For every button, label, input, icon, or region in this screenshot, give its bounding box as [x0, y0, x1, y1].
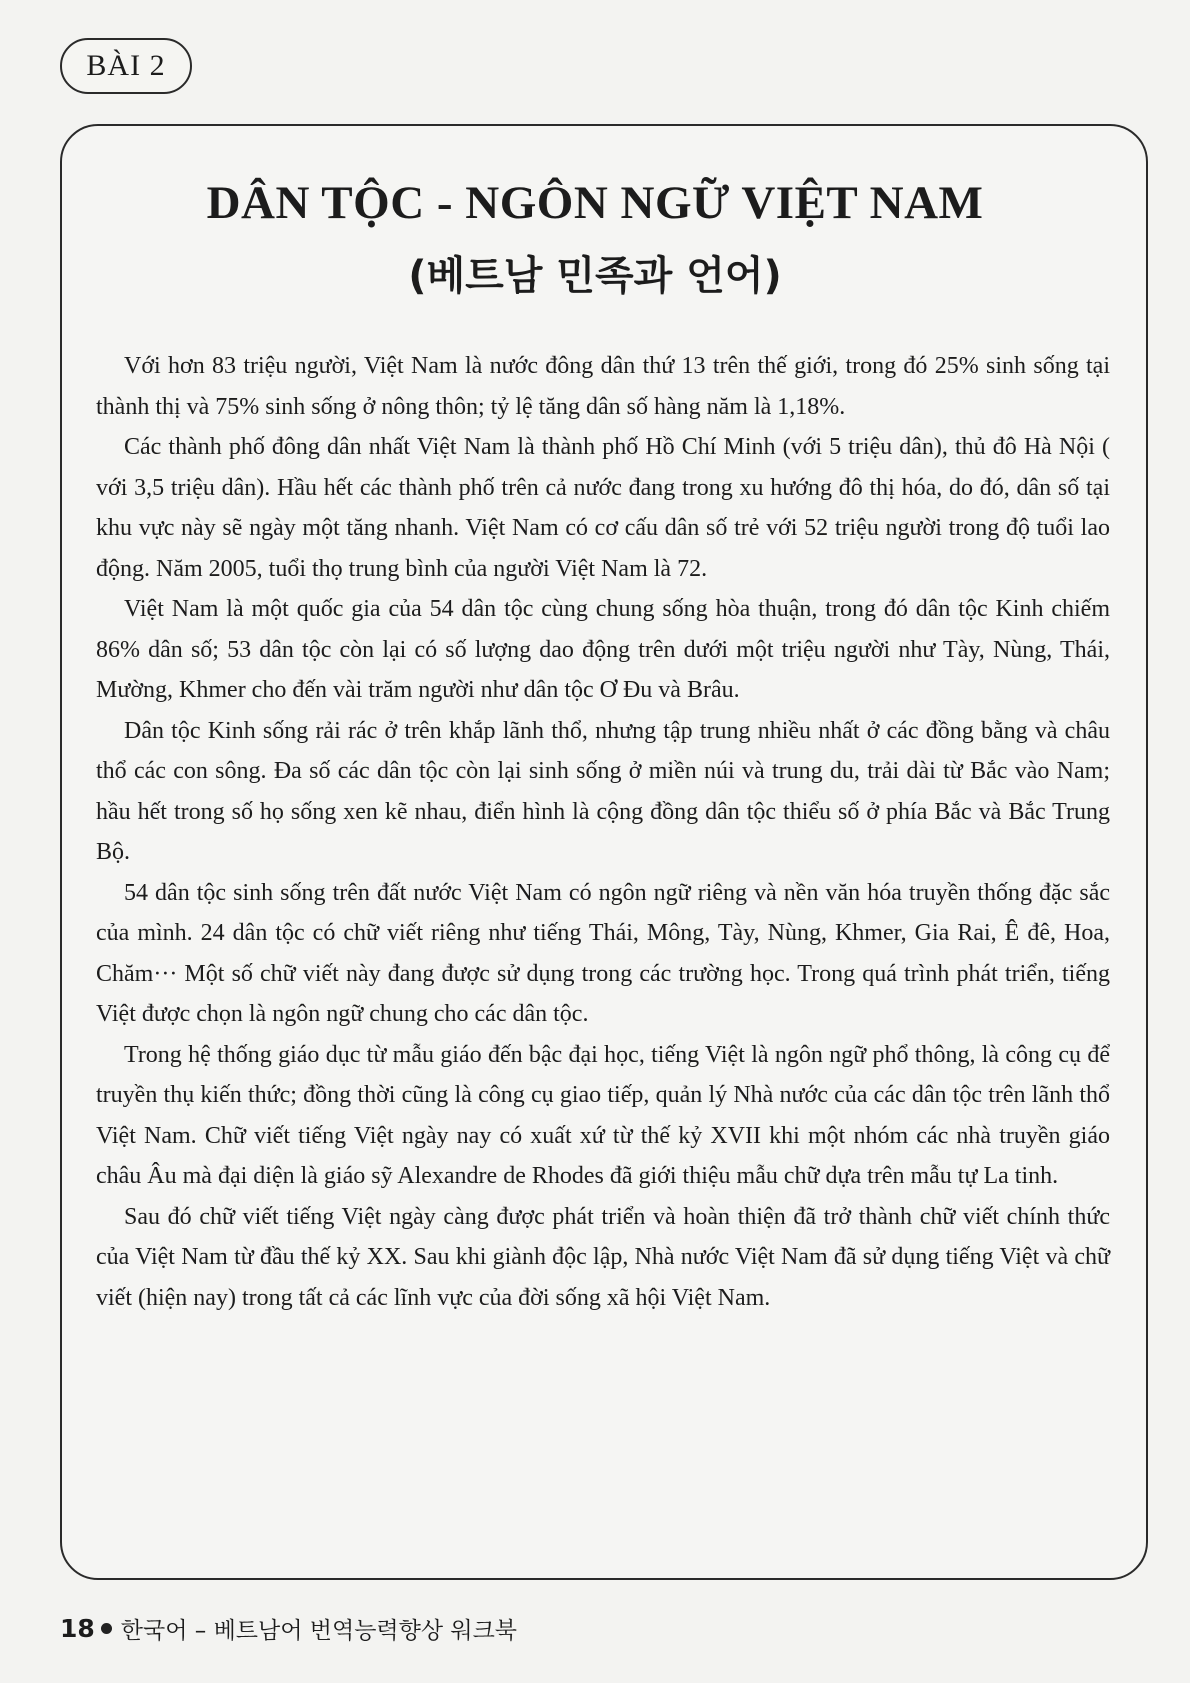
body-text [96, 346, 1110, 1318]
page-subtitle: (베트남 민족과 언어) [408, 253, 782, 299]
bullet-icon [101, 1623, 112, 1634]
page-number: 18 [60, 1614, 95, 1643]
paragraph: Với hơn 83 triệu người, Việt Nam là nước đông dân thứ 13 trên thế giới, trong đó 25% sinh sống tại thành thị và 75% sinh sống ở nông thôn; tỷ lệ tăng dân số hàng năm là 1,18%. [96, 353, 1110, 420]
paragraph: Việt Nam là một quốc gia của 54 dân tộc cùng chung sống hòa thuận, trong đó dân tộc Kinh chiếm 86% dân số; 53 dân tộc còn lại có số lượng dao động trên dưới một triệu người như Tày, Nùng, Thái, Mường, Khmer cho đến vài trăm người như dân tộc Ơ Đu và Brâu. [96, 596, 1110, 703]
lesson-label: BÀI 2 [60, 38, 192, 94]
paragraph: Sau đó chữ viết tiếng Việt ngày càng được phát triển và hoàn thiện đã trở thành chữ viết chính thức của Việt Nam từ đầu thế kỷ XX. Sau khi giành độc lập, Nhà nước Việt Nam đã sử dụng tiếng Việt và chữ viết (hiện nay) trong tất cả các lĩnh vực của đời sống xã hội Việt Nam. [96, 1203, 1110, 1311]
paragraph: Dân tộc Kinh sống rải rác ở trên khắp lãnh thổ, nhưng tập trung nhiều nhất ở các đồng bằng và châu thổ các con sông. Đa số các dân tộc còn lại sinh sống ở miền núi và trung du, trải dài từ Bắc vào Nam; hầu hết trong số họ sống xen kẽ nhau, điển hình là cộng đồng dân tộc thiểu số ở phía Bắc và Bắc Trung Bộ. [96, 717, 1110, 865]
paragraph: 54 dân tộc sinh sống trên đất nước Việt Nam có ngôn ngữ riêng và nền văn hóa truyền thống đặc sắc của mình. 24 dân tộc có chữ viết riêng như tiếng Thái, Mông, Tày, Nùng, Khmer, Gia Rai, Ê đê, Hoa, Chăm··· Một số chữ viết này đang được sử dụng trong các trường học. Trong quá trình phát triển, tiếng Việt được chọn là ngôn ngữ chung cho các dân tộc. [96, 879, 1110, 1027]
page-title: DÂN TỘC - NGÔN NGỮ VIỆT NAM [206, 177, 984, 229]
paragraph: Các thành phố đông dân nhất Việt Nam là thành phố Hồ Chí Minh (với 5 triệu dân), thủ đô Hà Nội ( với 3,5 triệu dân). Hầu hết các thành phố trên cả nước đang trong xu hướng đô thị hóa, do đó, dân số tại khu vực này sẽ ngày một tăng nhanh. Việt Nam có cơ cấu dân số trẻ với 52 triệu người trong độ tuổi lao động. Năm 2005, tuổi thọ trung bình của người Việt Nam là 72. [96, 434, 1110, 582]
book-title: 한국어 – 베트남어 번역능력향상 워크북 [120, 1618, 518, 1644]
paragraph: Trong hệ thống giáo dục từ mẫu giáo đến bậc đại học, tiếng Việt là ngôn ngữ phổ thông, là công cụ để truyền thụ kiến thức; đồng thời cũng là công cụ giao tiếp, quản lý Nhà nước của các dân tộc trên lãnh thổ Việt Nam. Chữ viết tiếng Việt ngày nay có xuất xứ từ thế kỷ XVII khi một nhóm các nhà truyền giáo châu Âu mà đại diện là giáo sỹ Alexandre de Rhodes đã giới thiệu mẫu chữ dựa trên mẫu tự La tinh. [96, 1041, 1110, 1189]
page-footer [60, 1612, 517, 1645]
